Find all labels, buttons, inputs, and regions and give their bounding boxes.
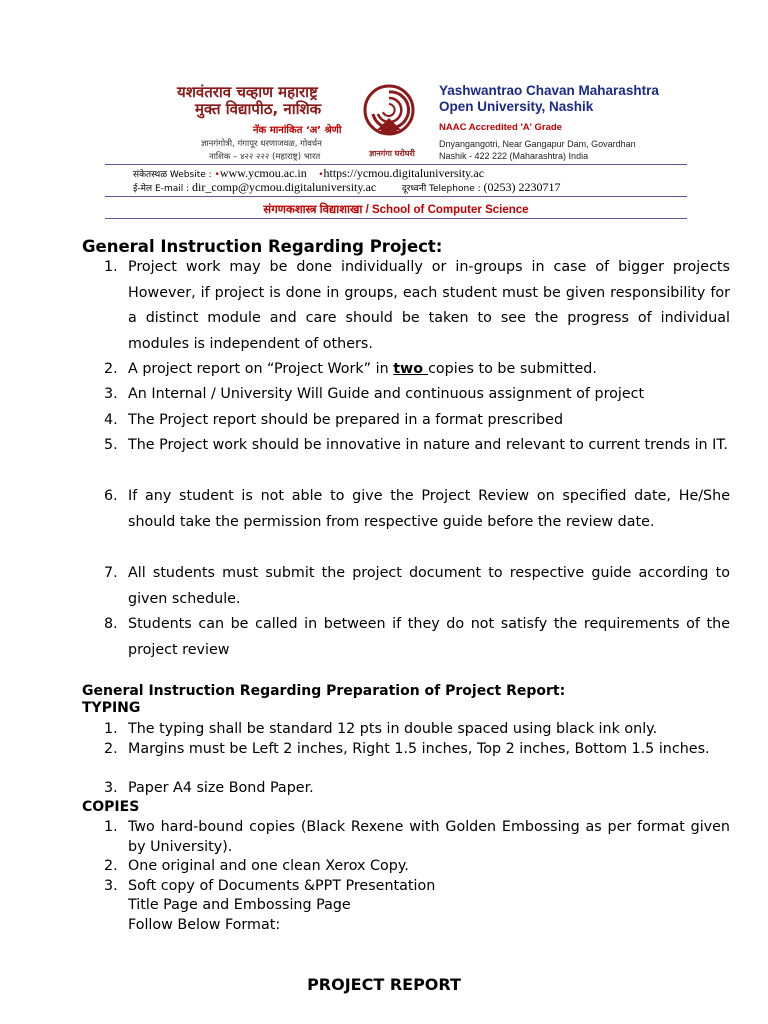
- list-text: All students must submit the project document to respective guide according to given schedule.: [128, 565, 730, 607]
- list-number: 1.: [104, 259, 118, 275]
- letterhead-divider: [105, 196, 687, 197]
- list-number: 1.: [104, 819, 118, 835]
- section-heading-report: General Instruction Regarding Preparation of Project Report:: [82, 683, 566, 699]
- telephone-label: दूरध्वनी Telephone :: [401, 184, 481, 194]
- list-item: [104, 561, 730, 612]
- letterhead-divider: [105, 218, 687, 219]
- list-item: [104, 779, 730, 799]
- list-text: An Internal / University Will Guide and continuous assignment of project: [128, 386, 645, 402]
- list-item: [104, 484, 730, 535]
- list-number: 6.: [104, 488, 118, 504]
- extra-line-format: Follow Below Format:: [128, 917, 281, 933]
- telephone-number: (0253) 2230717: [483, 180, 561, 194]
- bullet-icon: •: [214, 170, 220, 180]
- address-english-line1: Dnyangangotri, Near Gangapur Dam, Govardhan: [439, 139, 636, 149]
- university-logo-icon: [363, 84, 415, 140]
- website-link-2[interactable]: https://ycmou.digitaluniversity.ac: [323, 166, 485, 180]
- list-number: 5.: [104, 437, 118, 453]
- list-item: [104, 255, 730, 357]
- list-item: [104, 612, 730, 663]
- list-item: [104, 408, 730, 434]
- list-item: [104, 740, 730, 760]
- department-name: संगणकशास्त्र विद्याशाखा / School of Computer Science: [263, 204, 529, 216]
- letterhead-divider: [105, 164, 687, 165]
- list-text: Two hard-bound copies (Black Rexene with Golden Embossing as per format given by University).: [128, 819, 730, 855]
- list-text: Project work may be done individually or in-groups in case of bigger projects However, if project is done in groups, each student must be given responsibility for a distinct module and care should be taken to see the progress of individual modules is independent of others.: [128, 259, 730, 352]
- list-item: [104, 857, 730, 877]
- contact-line: [133, 180, 561, 195]
- list-text: The Project work should be innovative in nature and relevant to current trends in IT.: [128, 437, 728, 453]
- address-marathi-line2: नाशिक – ४२२ २२२ (महाराष्ट्र) भारत: [209, 152, 321, 162]
- list-text: Students can be called in between if they do not satisfy the requirements of the project review: [128, 616, 730, 658]
- section-heading-project: General Instruction Regarding Project:: [82, 237, 443, 256]
- list-item: [104, 382, 730, 408]
- list-number: 2.: [104, 741, 118, 757]
- list-text: The typing shall be standard 12 pts in double spaced using black ink only.: [128, 721, 658, 737]
- list-item: [104, 720, 730, 740]
- letterhead: [105, 78, 687, 223]
- university-name-marathi-line2: मुक्त विद्यापीठ, नाशिक: [195, 100, 322, 118]
- university-name-english-line1: Yashwantrao Chavan Maharashtra: [439, 83, 659, 98]
- emphasis-two: two: [393, 361, 429, 377]
- naac-grade-marathi: नॅक मानांकित ‘अ’ श्रेणी: [253, 125, 342, 136]
- list-number: 3.: [104, 386, 118, 402]
- subheading-copies: COPIES: [82, 799, 140, 815]
- list-text: A project report on “Project Work” in two copies to be submitted.: [128, 361, 597, 377]
- list-item: [104, 433, 730, 459]
- list-text: Soft copy of Documents &PPT Presentation: [128, 878, 436, 894]
- website-line: [133, 166, 484, 181]
- list-number: 8.: [104, 616, 118, 632]
- list-text: If any student is not able to give the Project Review on specified date, He/She should take the permission from respective guide before the review date.: [128, 488, 730, 530]
- email-label: ई-मेल E-mail :: [133, 184, 190, 194]
- website-label: संकेतस्थळ Website :: [133, 170, 212, 180]
- list-text: One original and one clean Xerox Copy.: [128, 858, 409, 874]
- address-english-line2: Nashik - 422 222 (Maharashtra) India: [439, 151, 589, 161]
- university-name-marathi-line1: यशवंतराव चव्हाण महाराष्ट्र: [177, 83, 318, 101]
- list-item: [104, 357, 730, 383]
- list-number: 1.: [104, 721, 118, 737]
- list-item: [104, 818, 730, 857]
- list-number: 3.: [104, 780, 118, 796]
- address-marathi-line1: ज्ञानगंगोत्री, गंगापूर धरणाजवळ, गोवर्धन: [201, 139, 322, 149]
- naac-grade-english: NAAC Accredited 'A' Grade: [439, 122, 562, 133]
- list-number: 3.: [104, 878, 118, 894]
- project-report-title: PROJECT REPORT: [307, 975, 461, 994]
- website-link-1[interactable]: www.ycmou.ac.in: [219, 166, 307, 180]
- extra-line-title-page: Title Page and Embossing Page: [128, 897, 351, 913]
- list-number: 2.: [104, 361, 118, 377]
- list-item: [104, 877, 730, 897]
- subheading-typing: TYPING: [82, 700, 141, 716]
- bullet-icon: •: [318, 170, 324, 180]
- list-text: Margins must be Left 2 inches, Right 1.5 inches, Top 2 inches, Bottom 1.5 inches.: [128, 741, 710, 757]
- email-link[interactable]: dir_comp@ycmou.digitaluniversity.ac: [192, 180, 377, 194]
- logo-caption: ज्ञानगंगा घरोघरी: [369, 149, 415, 158]
- list-text: Paper A4 size Bond Paper.: [128, 780, 314, 796]
- list-number: 2.: [104, 858, 118, 874]
- university-name-english-line2: Open University, Nashik: [439, 99, 594, 114]
- list-number: 7.: [104, 565, 118, 581]
- list-text: The Project report should be prepared in a format prescribed: [128, 412, 564, 428]
- list-number: 4.: [104, 412, 118, 428]
